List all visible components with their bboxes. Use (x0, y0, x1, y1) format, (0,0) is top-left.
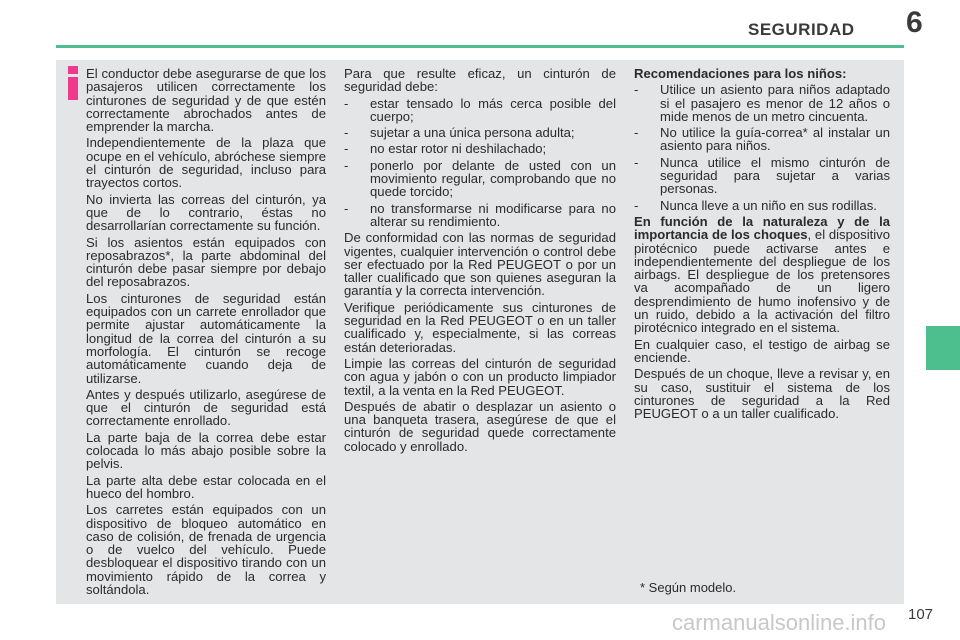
list-item: - Nunca lleve a un niño en sus rodillas. (634, 197, 877, 213)
paragraph: La parte alta debe estar colocada en el hueco del hombro. (86, 472, 326, 501)
column-general-rules (86, 67, 326, 599)
column-belt-effectiveness (344, 67, 616, 456)
page-number: 107 (908, 606, 934, 623)
impact-rest-text: , el dispositivo pirotécnico puede activarse antes e independientemente del despliegue de los airbags. El despliegue de los pretensores va acompañado de un ligero desprendimiento de humo inofensivo y de un ruido, debido a la activación del filtro pirotécnico integrado en el sistema. (634, 227, 890, 336)
paragraph: De conformidad con las normas de seguridad vigentes, cualquier intervención o control debe ser efectuado por la Red PEUGEOT o por un taller cualificado que son quienes aseguran la garantía y la correcta intervención. (344, 230, 616, 299)
list-item: - Nunca utilice el mismo cinturón de seguridad para sujetar a varias personas. (634, 154, 890, 197)
header-rule (56, 45, 904, 48)
paragraph: Si los asientos están equipados con reposabrazos*, la parte abdominal del cinturón debe pasar siempre por debajo del reposabrazos. (86, 234, 326, 290)
section-title: SEGURIDAD (748, 20, 855, 39)
list-item: - no transformarse ni modificarse para no alterar su rendimiento. (344, 200, 616, 229)
paragraph: En cualquier caso, el testigo de airbag se enciende. (634, 336, 890, 365)
chapter-number: 6 (906, 6, 923, 39)
list-item: - sujetar a una única persona adulta; (344, 125, 575, 141)
watermark: carmanualsonline.info (672, 610, 887, 635)
column-children-recommendations (634, 67, 890, 423)
paragraph: Independientemente de la plaza que ocupe en el vehículo, abróchese siempre el cinturón de seguridad, incluso para trayectos cortos. (86, 135, 326, 191)
paragraph: Después de abatir o desplazar un asiento o una banqueta trasera, asegúrese de que el cinturón de seguridad quede correctamente colocado y enrollado. (344, 398, 616, 454)
paragraph: El conductor debe asegurarse de que los pasajeros utilicen correctamente los cinturones de seguridad y de que estén correctamente abrochados antes de emprender la marcha. (86, 66, 326, 135)
paragraph: La parte baja de la correa debe estar colocada lo más abajo posible sobre la pelvis. (86, 429, 326, 472)
impact-paragraph (634, 215, 890, 335)
chapter-side-tab (926, 326, 960, 370)
impact-bold-text: En función de la naturaleza y de la importancia de los choques (634, 213, 890, 243)
list-item: - Utilice un asiento para niños adaptado si el pasajero es menor de 12 años o mide menos de un metro cincuenta. (634, 82, 890, 124)
paragraph: Verifique periódicamente sus cinturones de seguridad en la Red PEUGEOT o en un taller cualificado y, especialmente, si las correas están deterioradas. (344, 299, 616, 355)
children-heading: Recomendaciones para los niños: (634, 66, 847, 81)
paragraph: Los carretes están equipados con un dispositivo de bloqueo automático en caso de colisión, de frenada de urgencia o de vuelco del vehículo. Puede desbloquear el dispositivo tirando con un movimiento rápido de la correa y soltándola. (86, 502, 326, 597)
intro-paragraph: Para que resulte eficaz, un cinturón de seguridad debe: (344, 66, 616, 95)
paragraph: Antes y después utilizarlo, asegúrese de que el cinturón de seguridad está correctamente enrollado. (86, 386, 326, 429)
paragraph: No invierta las correas del cinturón, ya que de lo contrario, éstas no desarrollarían correctamente su función. (86, 191, 326, 234)
info-i-icon (64, 66, 82, 100)
list-item: - estar tensado lo más cerca posible del cuerpo; (344, 95, 616, 124)
list-item: - no estar rotor ni deshilachado; (344, 141, 547, 157)
footnote: * Según modelo. (640, 580, 737, 595)
paragraph: Limpie las correas del cinturón de seguridad con agua y jabón o con un producto limpiador textil, a la venta en la Red PEUGEOT. (344, 355, 616, 398)
paragraph: Después de un choque, lleve a revisar y, en su caso, sustituir el sistema de los cinturones de seguridad a la Red PEUGEOT o a un taller cualificado. (634, 366, 890, 422)
list-item: - ponerlo por delante de usted con un movimiento regular, comprobando que no quede torcido; (344, 157, 616, 200)
paragraph: Los cinturones de seguridad están equipados con un carrete enrollador que permite ajustar automáticamente la longitud de la correa del cinturón a su morfología. El cinturón se recoge automáticamente cuando deja de utilizarse. (86, 290, 326, 386)
list-item: - No utilice la guía-correa* al instalar un asiento para niños. (634, 125, 890, 154)
